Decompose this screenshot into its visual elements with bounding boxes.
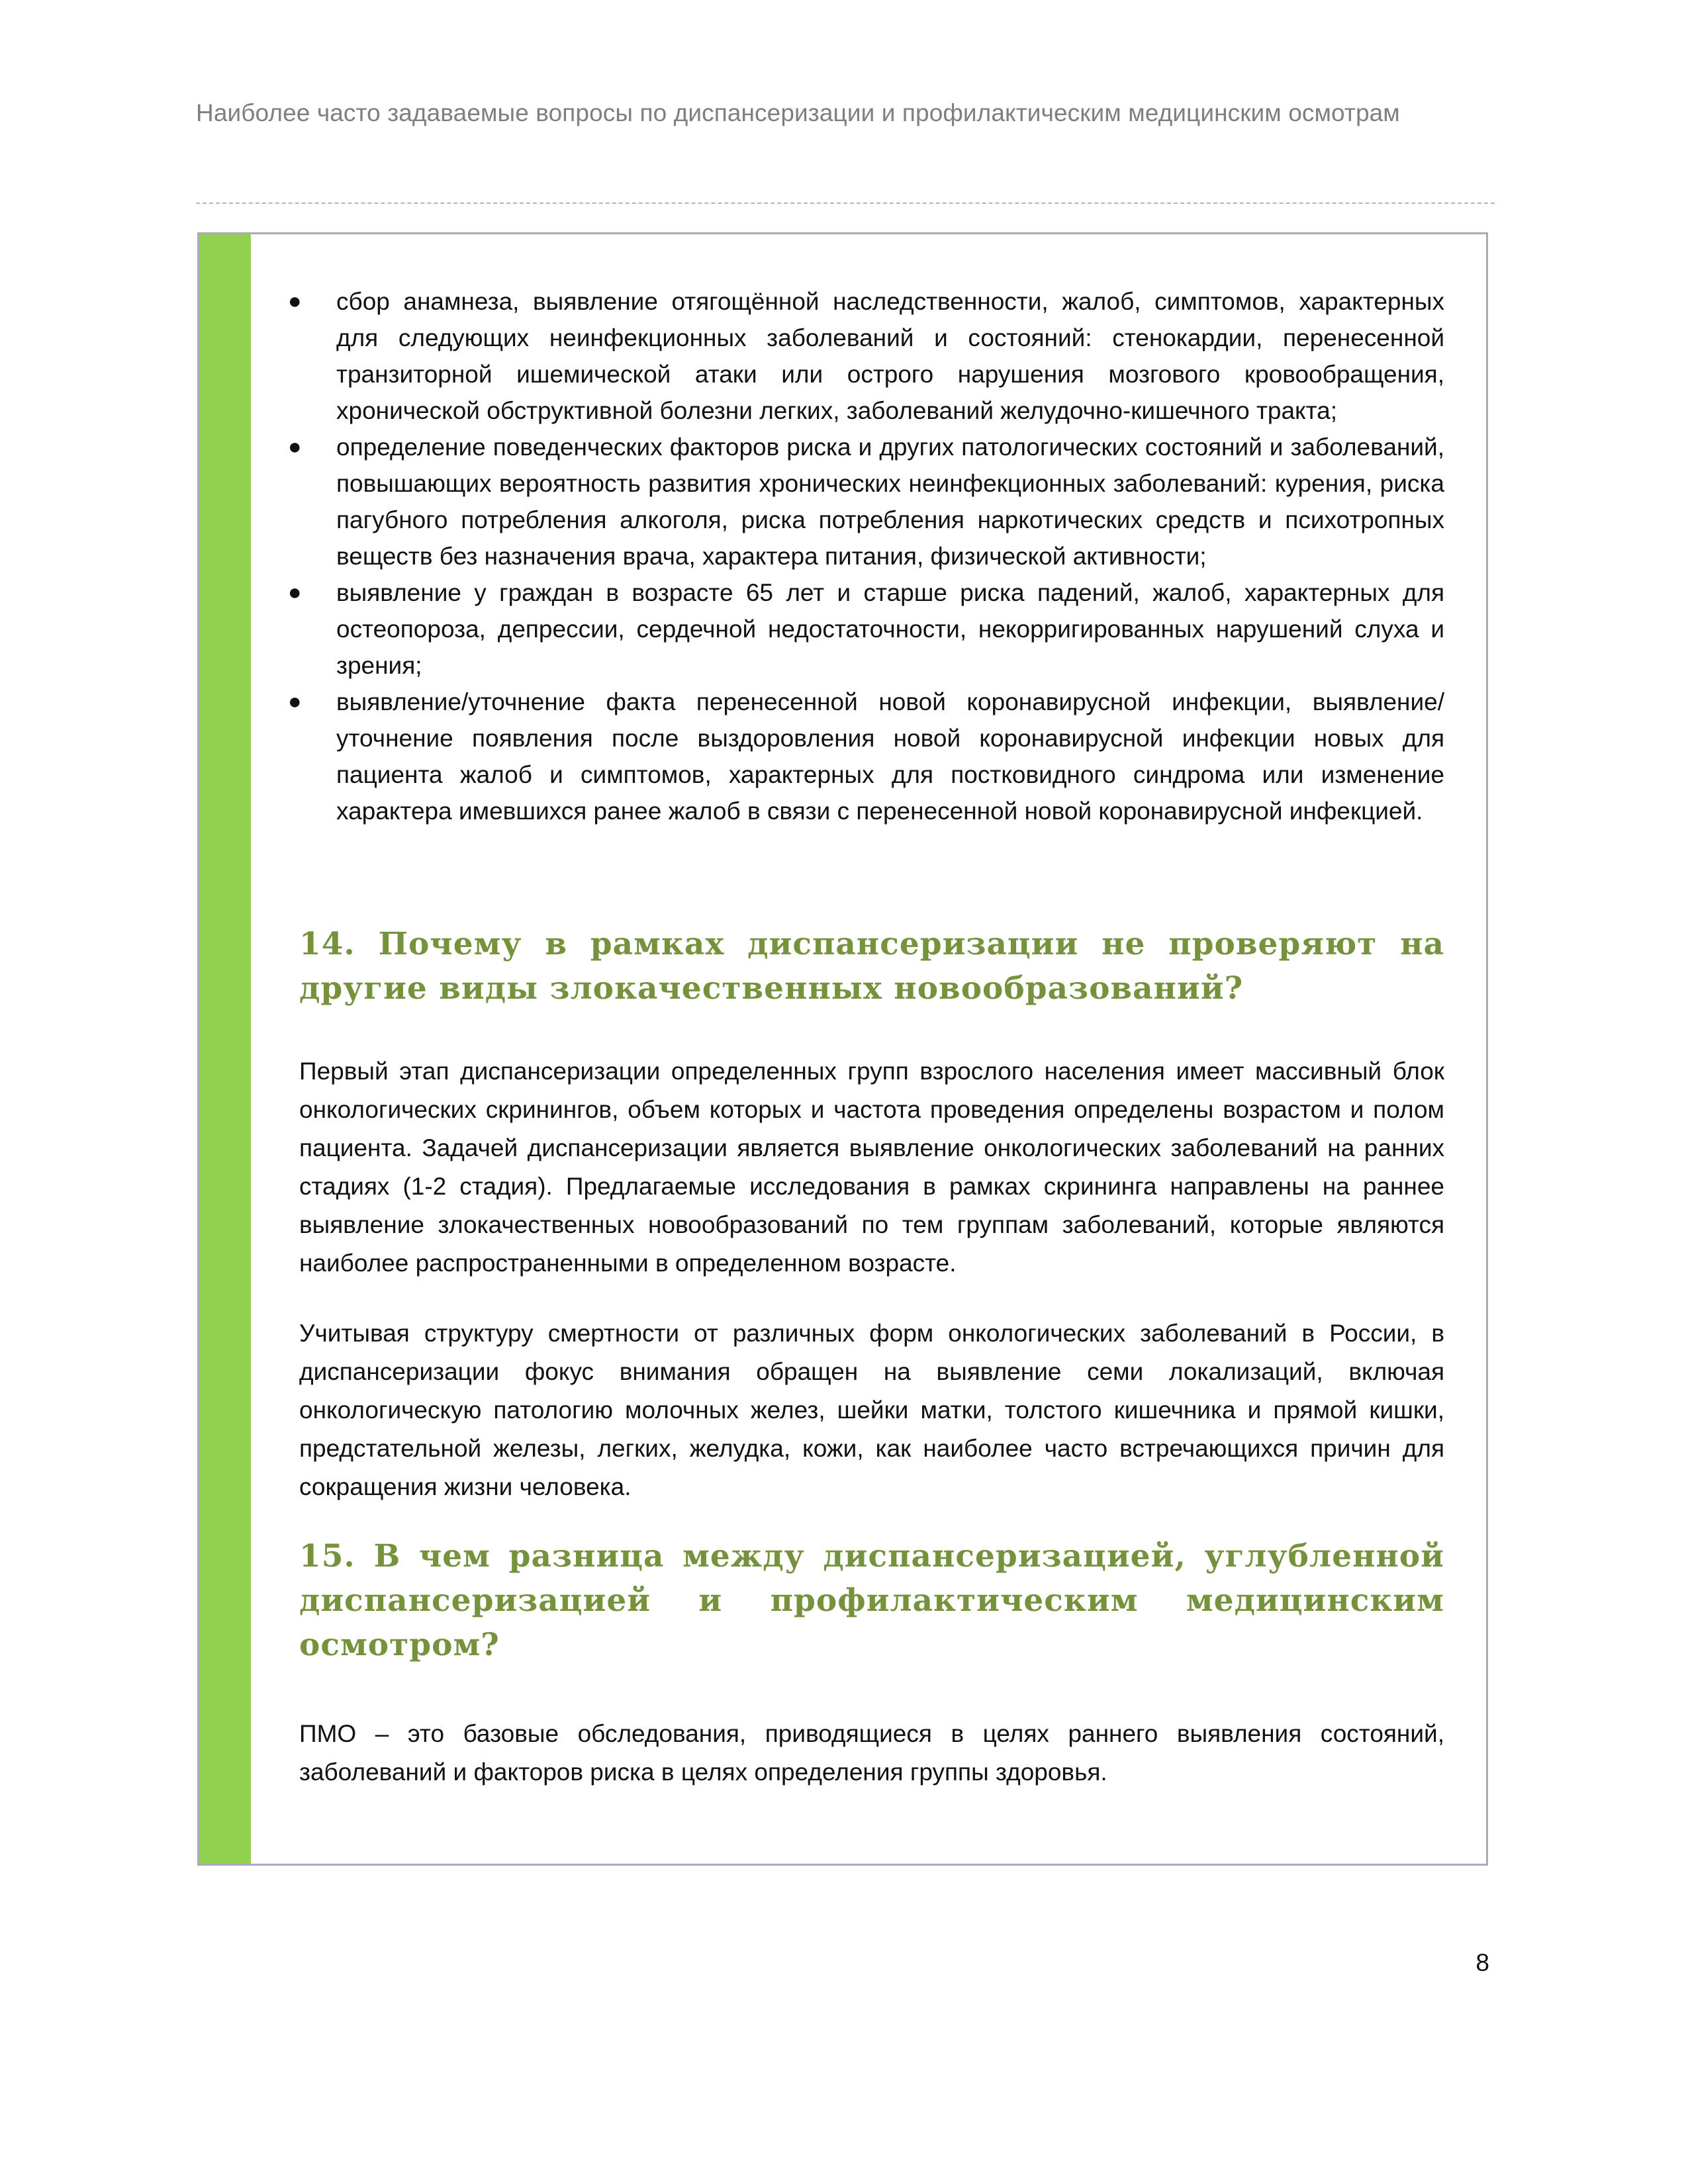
list-item <box>285 429 1444 574</box>
bullet-dot-icon: ● <box>288 434 302 459</box>
list-item-text: выявление у граждан в возрасте 65 лет и старше риска падений, жалоб, характерных для остеопороза, депрессии, сердечной недостаточности, некорригированных нарушений слуха и зрения; <box>336 579 1444 679</box>
header-divider <box>196 203 1495 204</box>
section-heading-15: 15. В чем разница между диспансеризацией, углубленной диспансеризацией и профилактическим медицинским осмотром? <box>299 1538 1444 1663</box>
list-item <box>285 684 1444 829</box>
list-item <box>285 283 1444 429</box>
section-15-paragraph-1: ПМО – это базовые обследования, приводящиеся в целях раннего выявления состояний, заболеваний и факторов риска в целях определения группы здоровья. <box>299 1720 1444 1786</box>
list-item-text: выявление/уточнение факта перенесенной новой коронавирусной инфекции, выявление/уточнение появления после выздоровления новой коронавирусной инфекции новых для пациента жалоб и симптомов, характерных для постковидного синдрома или изменение характера имевшихся ранее жалоб в связи с перенесенной новой коронавирусной инфекцией. <box>336 688 1444 825</box>
page-number: 8 <box>1476 1949 1489 1976</box>
list-item-text: сбор анамнеза, выявление отягощённой наследственности, жалоб, симптомов, характерных для следующих неинфекционных заболеваний и состояний: стенокардии, перенесенной транзиторной ишемической атаки или острого нарушения мозгового кровообращения, хронической обструктивной болезни легких, заболеваний желудочно-кишечного тракта; <box>336 288 1444 424</box>
bullet-dot-icon: ● <box>288 689 302 714</box>
section-14-paragraph-2: Учитывая структуру смертности от различных форм онкологических заболеваний в России, в диспансеризации фокус внимания обращен на выявление семи локализаций, включая онкологическую патологию молочных желез, шейки матки, толстого кишечника и прямой кишки, предстательной железы, легких, желудка, кожи, как наиболее часто встречающихся причин для сокращения жизни человека. <box>299 1320 1444 1500</box>
list-item <box>285 574 1444 684</box>
section-14-paragraph-1: Первый этап диспансеризации определенных групп взрослого населения имеет массивный блок онкологических скринингов, объем которых и частота проведения определены возрастом и полом пациента. Задачей диспансеризации является выявление онкологических заболеваний на ранних стадиях (1-2 стадия). Предлагаемые исследования в рамках скрининга направлены на раннее выявление злокачественных новообразований по тем группам заболеваний, которые являются наиболее распространенными в определенном возрасте. <box>299 1058 1444 1277</box>
bullet-dot-icon: ● <box>288 580 302 605</box>
bullet-list <box>285 283 1444 829</box>
section-heading-14: 14. Почему в рамках диспансеризации не проверяют на другие виды злокачественных новообразований? <box>299 926 1444 1007</box>
bullet-dot-icon: ● <box>288 289 302 314</box>
list-item-text: определение поведенческих факторов риска и других патологических состояний и заболеваний, повышающих вероятность развития хронических неинфекционных заболеваний: курения, риска пагубного потребления алкоголя, риска потребления наркотических средств и психотропных веществ без назначения врача, характера питания, физической активности; <box>336 433 1444 570</box>
accent-bar <box>199 234 251 1864</box>
running-header: Наиболее часто задаваемые вопросы по диспансеризации и профилактическим медицинским осмотрам <box>196 99 1400 126</box>
